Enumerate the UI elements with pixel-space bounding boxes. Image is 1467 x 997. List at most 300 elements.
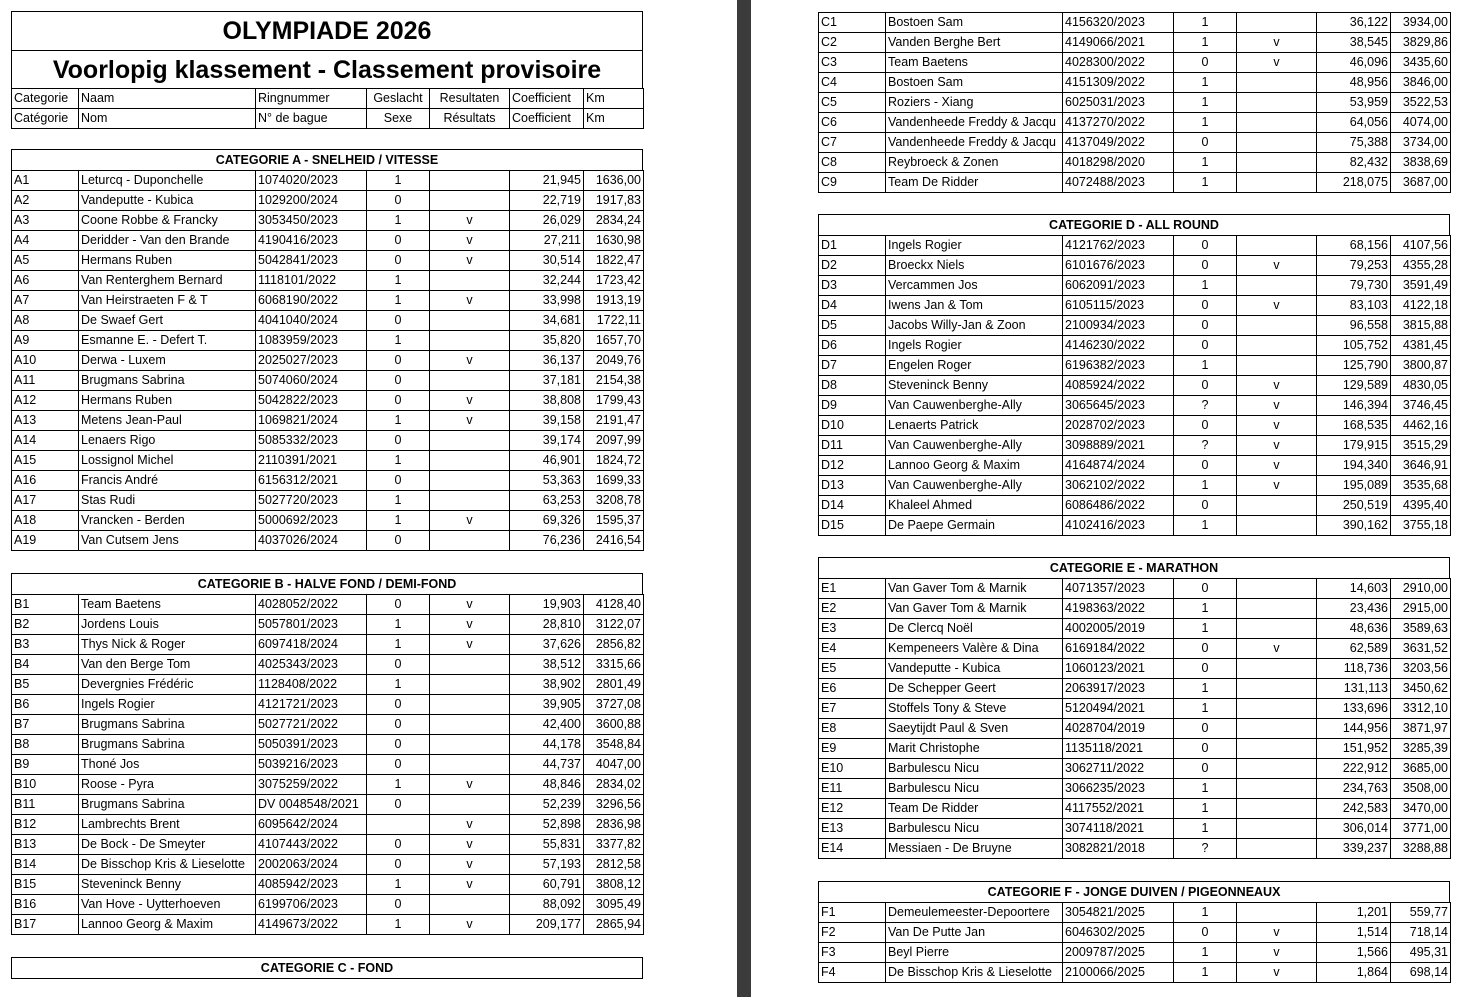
cell-km: 1636,00 — [584, 171, 644, 191]
cell-coefficient: 22,719 — [510, 191, 584, 211]
cell-name: Lenaerts Patrick — [886, 416, 1063, 436]
cell-results — [430, 755, 510, 775]
cell-sex: 1 — [367, 411, 430, 431]
table-row — [12, 311, 644, 331]
cell-results — [430, 191, 510, 211]
table-row — [819, 236, 1451, 256]
cell-km: 3815,88 — [1391, 316, 1451, 336]
right-page — [751, 0, 1467, 997]
cell-km: 1913,19 — [584, 291, 644, 311]
cell-name: Hermans Ruben — [79, 391, 256, 411]
cell-coefficient: 37,181 — [510, 371, 584, 391]
cell-ring-number: 4164874/2024 — [1063, 456, 1174, 476]
cell-km: 3470,00 — [1391, 799, 1451, 819]
table-row — [12, 331, 644, 351]
header-coefficient: Coefficient — [510, 89, 584, 109]
table-row — [12, 251, 644, 271]
cell-sex: 1 — [1174, 619, 1237, 639]
cell-category: E13 — [819, 819, 886, 839]
cell-km: 559,77 — [1391, 903, 1451, 923]
cell-km: 3734,00 — [1391, 133, 1451, 153]
cell-category: B12 — [12, 815, 79, 835]
cell-km: 1630,98 — [584, 231, 644, 251]
cell-ring-number: 5042822/2023 — [256, 391, 367, 411]
cell-ring-number: 4146230/2022 — [1063, 336, 1174, 356]
cell-sex: ? — [1174, 436, 1237, 456]
cell-sex: 1 — [1174, 963, 1237, 983]
table-row — [12, 351, 644, 371]
cell-name: Devergnies Frédéric — [79, 675, 256, 695]
cell-name: Vandenheede Freddy & Jacqu — [886, 133, 1063, 153]
page-title: OLYMPIADE 2026 — [11, 11, 643, 50]
cell-km: 1917,83 — [584, 191, 644, 211]
cell-coefficient: 23,436 — [1317, 599, 1391, 619]
cell-sex: 1 — [1174, 93, 1237, 113]
cell-coefficient: 57,193 — [510, 855, 584, 875]
cell-sex: 0 — [367, 351, 430, 371]
cell-results: v — [430, 391, 510, 411]
cell-ring-number: 4028300/2022 — [1063, 53, 1174, 73]
cell-category: D11 — [819, 436, 886, 456]
table-row — [819, 516, 1451, 536]
table-row — [12, 875, 644, 895]
cell-results: v — [430, 231, 510, 251]
cell-results — [1237, 173, 1317, 193]
cell-category: E8 — [819, 719, 886, 739]
cell-sex: 1 — [367, 331, 430, 351]
cell-km: 3727,08 — [584, 695, 644, 715]
cell-km: 3755,18 — [1391, 516, 1451, 536]
table-row — [12, 411, 644, 431]
cell-km: 2865,94 — [584, 915, 644, 935]
cell-km: 3829,86 — [1391, 33, 1451, 53]
cell-sex: 1 — [367, 875, 430, 895]
cell-results: v — [430, 855, 510, 875]
cell-category: F1 — [819, 903, 886, 923]
table-row — [12, 531, 644, 551]
cell-ring-number: 3065645/2023 — [1063, 396, 1174, 416]
cell-name: Van Cauwenberghe-Ally — [886, 396, 1063, 416]
cell-name: Lenaers Rigo — [79, 431, 256, 451]
cell-name: Brugmans Sabrina — [79, 715, 256, 735]
table-row — [819, 599, 1451, 619]
cell-km: 4381,45 — [1391, 336, 1451, 356]
cell-km: 4047,00 — [584, 755, 644, 775]
table-row — [12, 231, 644, 251]
cell-coefficient: 218,075 — [1317, 173, 1391, 193]
cell-name: Roziers - Xiang — [886, 93, 1063, 113]
cell-coefficient: 96,558 — [1317, 316, 1391, 336]
cell-coefficient: 79,730 — [1317, 276, 1391, 296]
cell-sex: 1 — [1174, 943, 1237, 963]
cell-km: 1722,11 — [584, 311, 644, 331]
cell-ring-number: 3062711/2022 — [1063, 759, 1174, 779]
cell-category: C9 — [819, 173, 886, 193]
cell-ring-number: 6062091/2023 — [1063, 276, 1174, 296]
cell-category: D2 — [819, 256, 886, 276]
cell-category: B11 — [12, 795, 79, 815]
cell-results — [1237, 599, 1317, 619]
cell-category: E12 — [819, 799, 886, 819]
cell-coefficient: 46,096 — [1317, 53, 1391, 73]
table-row — [819, 923, 1451, 943]
cell-category: B1 — [12, 595, 79, 615]
header-name: Naam — [79, 89, 256, 109]
cell-coefficient: 32,244 — [510, 271, 584, 291]
cell-coefficient: 27,211 — [510, 231, 584, 251]
cell-sex: 0 — [367, 191, 430, 211]
cell-results — [1237, 659, 1317, 679]
cell-ring-number: 3075259/2022 — [256, 775, 367, 795]
cell-ring-number: 1083959/2023 — [256, 331, 367, 351]
cell-category: B5 — [12, 675, 79, 695]
cell-sex: 1 — [367, 615, 430, 635]
cell-category: D15 — [819, 516, 886, 536]
cell-sex: 0 — [367, 715, 430, 735]
cell-name: Leturcq - Duponchelle — [79, 171, 256, 191]
cell-results — [1237, 779, 1317, 799]
cell-sex: 0 — [367, 471, 430, 491]
cell-coefficient: 68,156 — [1317, 236, 1391, 256]
cell-coefficient: 14,603 — [1317, 579, 1391, 599]
table-row — [819, 113, 1451, 133]
cell-category: A15 — [12, 451, 79, 471]
table-row — [819, 943, 1451, 963]
cell-name: Marit Christophe — [886, 739, 1063, 759]
cell-sex: 0 — [1174, 639, 1237, 659]
cell-sex: 1 — [1174, 356, 1237, 376]
cell-sex: 1 — [1174, 799, 1237, 819]
table-row — [819, 173, 1451, 193]
table-row — [12, 291, 644, 311]
cell-name: Messiaen - De Bruyne — [886, 839, 1063, 859]
cell-results — [1237, 93, 1317, 113]
cell-category: D8 — [819, 376, 886, 396]
cell-ring-number: 3098889/2021 — [1063, 436, 1174, 456]
cell-coefficient: 42,400 — [510, 715, 584, 735]
cell-km: 495,31 — [1391, 943, 1451, 963]
cell-category: A3 — [12, 211, 79, 231]
cell-ring-number: 5057801/2023 — [256, 615, 367, 635]
cell-coefficient: 82,432 — [1317, 153, 1391, 173]
cell-coefficient: 195,089 — [1317, 476, 1391, 496]
cell-sex: 1 — [367, 511, 430, 531]
cell-sex: 1 — [1174, 153, 1237, 173]
cell-category: A19 — [12, 531, 79, 551]
cell-km: 2836,98 — [584, 815, 644, 835]
cell-results — [430, 795, 510, 815]
header-results: Résultats — [430, 109, 510, 129]
cell-results: v — [430, 835, 510, 855]
cell-coefficient: 28,810 — [510, 615, 584, 635]
header-name: Nom — [79, 109, 256, 129]
cell-km: 3591,49 — [1391, 276, 1451, 296]
table-row — [12, 511, 644, 531]
cell-category: B3 — [12, 635, 79, 655]
cell-name: Coone Robbe & Francky — [79, 211, 256, 231]
cell-category: A14 — [12, 431, 79, 451]
cell-sex: 0 — [1174, 496, 1237, 516]
cell-sex — [367, 815, 430, 835]
table-row — [819, 33, 1451, 53]
table-row — [12, 715, 644, 735]
cell-results: v — [430, 915, 510, 935]
cell-name: Thys Nick & Roger — [79, 635, 256, 655]
cell-ring-number: 4156320/2023 — [1063, 13, 1174, 33]
cell-coefficient: 52,898 — [510, 815, 584, 835]
cell-ring-number: 5000692/2023 — [256, 511, 367, 531]
cell-name: Team Baetens — [886, 53, 1063, 73]
cell-category: D4 — [819, 296, 886, 316]
cell-km: 3288,88 — [1391, 839, 1451, 859]
cell-ring-number: 2110391/2021 — [256, 451, 367, 471]
header-coefficient: Coefficient — [510, 109, 584, 129]
cell-results: v — [430, 251, 510, 271]
cell-km: 3095,49 — [584, 895, 644, 915]
table-row — [819, 476, 1451, 496]
cell-results: v — [430, 875, 510, 895]
cell-coefficient: 38,808 — [510, 391, 584, 411]
cell-km: 698,14 — [1391, 963, 1451, 983]
cell-coefficient: 390,162 — [1317, 516, 1391, 536]
cell-results: v — [1237, 396, 1317, 416]
cell-results — [1237, 619, 1317, 639]
category-f-title: CATEGORIE F - JONGE DUIVEN / PIGEONNEAUX — [818, 881, 1450, 902]
cell-km: 3687,00 — [1391, 173, 1451, 193]
cell-sex: 0 — [1174, 53, 1237, 73]
cell-coefficient: 64,056 — [1317, 113, 1391, 133]
cell-sex: 0 — [367, 431, 430, 451]
cell-name: Bostoen Sam — [886, 73, 1063, 93]
cell-ring-number: 5085332/2023 — [256, 431, 367, 451]
cell-results — [1237, 336, 1317, 356]
cell-name: Reybroeck & Zonen — [886, 153, 1063, 173]
cell-results — [430, 431, 510, 451]
cell-km: 2910,00 — [1391, 579, 1451, 599]
cell-results — [1237, 276, 1317, 296]
cell-sex: 0 — [1174, 456, 1237, 476]
cell-coefficient: 39,905 — [510, 695, 584, 715]
cell-coefficient: 48,956 — [1317, 73, 1391, 93]
cell-sex: 1 — [367, 171, 430, 191]
cell-coefficient: 30,514 — [510, 251, 584, 271]
cell-ring-number: 4121721/2023 — [256, 695, 367, 715]
cell-sex: 0 — [367, 371, 430, 391]
cell-coefficient: 129,589 — [1317, 376, 1391, 396]
cell-results: v — [430, 615, 510, 635]
cell-name: Van Cauwenberghe-Ally — [886, 436, 1063, 456]
cell-category: F4 — [819, 963, 886, 983]
cell-category: C4 — [819, 73, 886, 93]
cell-name: Engelen Roger — [886, 356, 1063, 376]
cell-coefficient: 1,864 — [1317, 963, 1391, 983]
cell-name: Roose - Pyra — [79, 775, 256, 795]
cell-results — [1237, 839, 1317, 859]
cell-coefficient: 1,201 — [1317, 903, 1391, 923]
cell-category: B14 — [12, 855, 79, 875]
cell-name: Vandeputte - Kubica — [886, 659, 1063, 679]
cell-results: v — [430, 511, 510, 531]
cell-name: Team Baetens — [79, 595, 256, 615]
table-row — [12, 191, 644, 211]
cell-km: 3934,00 — [1391, 13, 1451, 33]
cell-coefficient: 63,253 — [510, 491, 584, 511]
cell-sex: 1 — [367, 451, 430, 471]
cell-sex: 0 — [367, 895, 430, 915]
cell-coefficient: 151,952 — [1317, 739, 1391, 759]
cell-results: v — [430, 635, 510, 655]
category-c-table — [818, 12, 1451, 193]
cell-coefficient: 339,237 — [1317, 839, 1391, 859]
cell-name: Van Cauwenberghe-Ally — [886, 476, 1063, 496]
cell-results: v — [1237, 256, 1317, 276]
cell-km: 3315,66 — [584, 655, 644, 675]
cell-name: Vrancken - Berden — [79, 511, 256, 531]
cell-sex: 0 — [367, 231, 430, 251]
cell-ring-number: 6025031/2023 — [1063, 93, 1174, 113]
header-category: Catégorie — [12, 109, 79, 129]
cell-km: 3838,69 — [1391, 153, 1451, 173]
cell-ring-number: 4149673/2022 — [256, 915, 367, 935]
cell-coefficient: 38,512 — [510, 655, 584, 675]
table-row — [819, 963, 1451, 983]
cell-category: E7 — [819, 699, 886, 719]
cell-category: B15 — [12, 875, 79, 895]
cell-category: A5 — [12, 251, 79, 271]
cell-coefficient: 34,681 — [510, 311, 584, 331]
table-row — [819, 839, 1451, 859]
cell-results — [1237, 679, 1317, 699]
cell-name: Van Cutsem Jens — [79, 531, 256, 551]
category-b-table — [11, 594, 644, 935]
cell-km: 4074,00 — [1391, 113, 1451, 133]
header-ring-number: N° de bague — [256, 109, 367, 129]
cell-category: D6 — [819, 336, 886, 356]
table-row — [12, 451, 644, 471]
cell-sex: 1 — [1174, 173, 1237, 193]
table-row — [819, 579, 1451, 599]
cell-sex: 1 — [1174, 699, 1237, 719]
cell-km: 3535,68 — [1391, 476, 1451, 496]
cell-name: Van den Berge Tom — [79, 655, 256, 675]
cell-ring-number: 5050391/2023 — [256, 735, 367, 755]
cell-km: 2416,54 — [584, 531, 644, 551]
table-row — [819, 93, 1451, 113]
cell-category: A8 — [12, 311, 79, 331]
table-row — [12, 695, 644, 715]
cell-km: 3800,87 — [1391, 356, 1451, 376]
cell-results — [430, 171, 510, 191]
cell-coefficient: 75,388 — [1317, 133, 1391, 153]
cell-km: 4122,18 — [1391, 296, 1451, 316]
table-row — [12, 775, 644, 795]
table-row — [819, 679, 1451, 699]
cell-results — [1237, 153, 1317, 173]
cell-coefficient: 133,696 — [1317, 699, 1391, 719]
cell-category: A18 — [12, 511, 79, 531]
cell-km: 3646,91 — [1391, 456, 1451, 476]
cell-category: D5 — [819, 316, 886, 336]
cell-km: 4395,40 — [1391, 496, 1451, 516]
cell-category: A1 — [12, 171, 79, 191]
cell-sex: 1 — [367, 915, 430, 935]
cell-ring-number: 3074118/2021 — [1063, 819, 1174, 839]
cell-sex: 0 — [367, 855, 430, 875]
cell-category: C7 — [819, 133, 886, 153]
cell-results — [430, 675, 510, 695]
cell-km: 3631,52 — [1391, 639, 1451, 659]
cell-ring-number: 3062102/2022 — [1063, 476, 1174, 496]
cell-name: Brugmans Sabrina — [79, 795, 256, 815]
cell-category: E1 — [819, 579, 886, 599]
table-row — [12, 735, 644, 755]
table-row — [12, 595, 644, 615]
table-row — [819, 376, 1451, 396]
table-row — [12, 635, 644, 655]
cell-coefficient: 62,589 — [1317, 639, 1391, 659]
category-a-table — [11, 170, 644, 551]
cell-coefficient: 69,326 — [510, 511, 584, 531]
cell-ring-number: 6095642/2024 — [256, 815, 367, 835]
cell-results — [430, 655, 510, 675]
cell-results — [430, 895, 510, 915]
cell-ring-number: 6101676/2023 — [1063, 256, 1174, 276]
cell-km: 3377,82 — [584, 835, 644, 855]
cell-name: Van Renterghem Bernard — [79, 271, 256, 291]
cell-name: Barbulescu Nicu — [886, 779, 1063, 799]
cell-category: B17 — [12, 915, 79, 935]
cell-name: Steveninck Benny — [886, 376, 1063, 396]
cell-coefficient: 21,945 — [510, 171, 584, 191]
cell-name: De Schepper Geert — [886, 679, 1063, 699]
cell-ring-number: 6156312/2021 — [256, 471, 367, 491]
cell-km: 3435,60 — [1391, 53, 1451, 73]
cell-category: B10 — [12, 775, 79, 795]
cell-coefficient: 36,137 — [510, 351, 584, 371]
cell-name: Lannoo Georg & Maxim — [79, 915, 256, 935]
cell-ring-number: 5027721/2022 — [256, 715, 367, 735]
cell-coefficient: 146,394 — [1317, 396, 1391, 416]
cell-name: Brugmans Sabrina — [79, 735, 256, 755]
cell-name: Van Heirstraeten F & T — [79, 291, 256, 311]
cell-coefficient: 44,737 — [510, 755, 584, 775]
cell-ring-number: 1074020/2023 — [256, 171, 367, 191]
cell-km: 1824,72 — [584, 451, 644, 471]
column-header-table — [11, 88, 644, 129]
cell-coefficient: 83,103 — [1317, 296, 1391, 316]
cell-km: 3808,12 — [584, 875, 644, 895]
cell-category: C6 — [819, 113, 886, 133]
table-row — [12, 895, 644, 915]
cell-results — [430, 491, 510, 511]
cell-results: v — [1237, 33, 1317, 53]
header-sex: Geslacht — [367, 89, 430, 109]
cell-results — [430, 331, 510, 351]
cell-coefficient: 79,253 — [1317, 256, 1391, 276]
cell-category: A17 — [12, 491, 79, 511]
cell-km: 3508,00 — [1391, 779, 1451, 799]
cell-category: B2 — [12, 615, 79, 635]
cell-km: 2049,76 — [584, 351, 644, 371]
cell-coefficient: 194,340 — [1317, 456, 1391, 476]
cell-ring-number: 1029200/2024 — [256, 191, 367, 211]
cell-category: D7 — [819, 356, 886, 376]
cell-sex: 0 — [1174, 659, 1237, 679]
cell-results — [1237, 496, 1317, 516]
cell-km: 3203,56 — [1391, 659, 1451, 679]
cell-coefficient: 306,014 — [1317, 819, 1391, 839]
cell-sex: 1 — [1174, 779, 1237, 799]
